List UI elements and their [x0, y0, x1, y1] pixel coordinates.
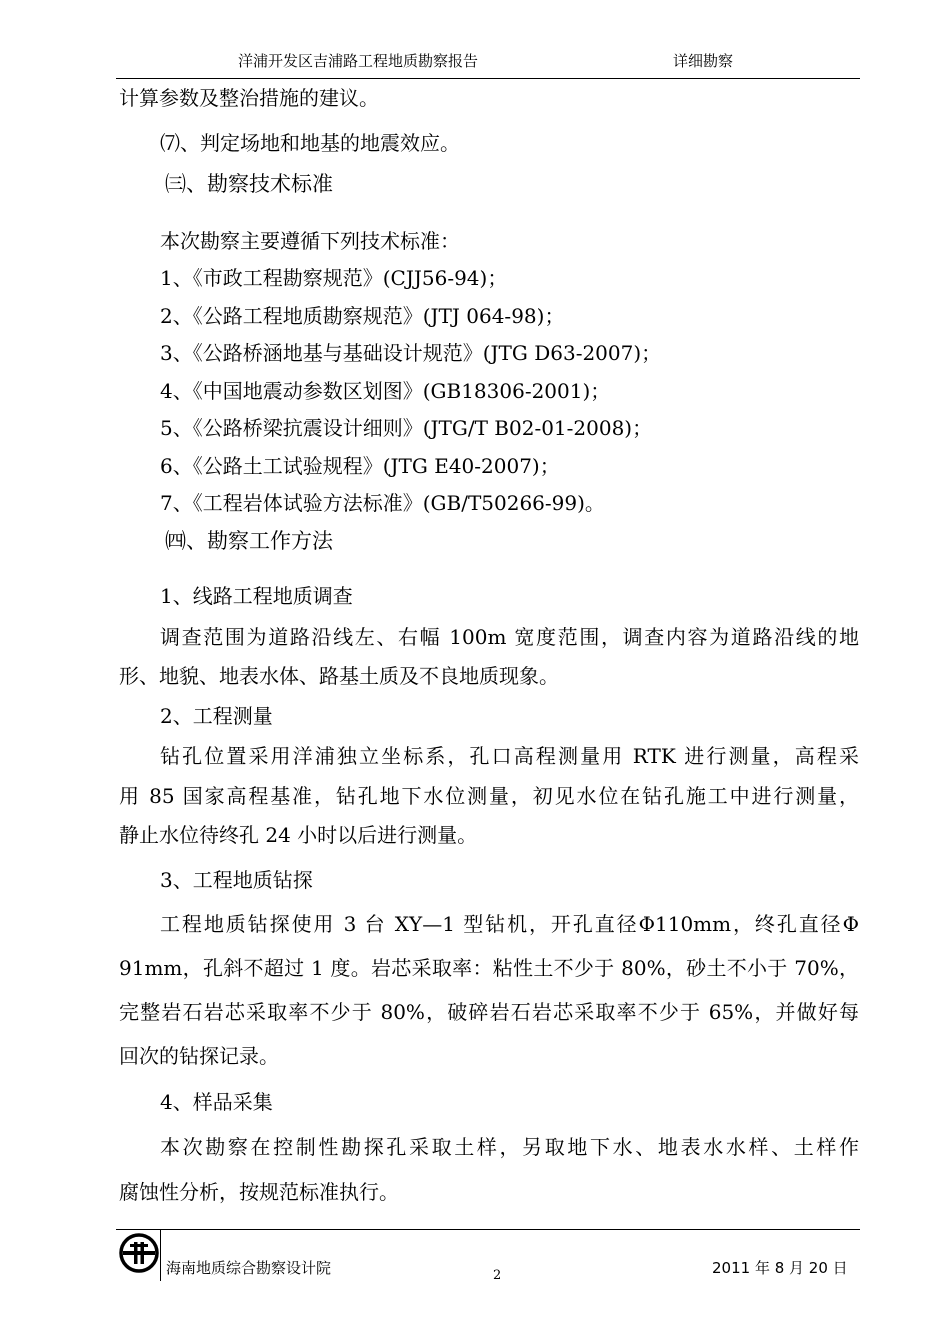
header-title: 洋浦开发区吉浦路工程地质勘察报告 — [238, 52, 479, 70]
standard-item: 4、《中国地震动参数区划图》(GB18306-2001)； — [160, 379, 611, 403]
subsection-title: 4、样品采集 — [160, 1090, 273, 1114]
standard-item: 1、《市政工程勘察规范》(CJJ56-94)； — [160, 266, 508, 290]
paragraph-line: 完整岩石岩芯采取率不少于 80%，破碎岩石岩芯采取率不少于 65%，并做好每 — [119, 1000, 859, 1024]
standards-intro: 本次勘察主要遵循下列技术标准： — [160, 229, 460, 253]
institute-logo-icon — [119, 1233, 159, 1273]
paragraph-line: 本次勘察在控制性勘探孔采取土样，另取地下水、地表水水样、土样作 — [160, 1135, 859, 1159]
footer-rule — [116, 1229, 860, 1230]
paragraph-line: 用 85 国家高程基准，钻孔地下水位测量，初见水位在钻孔施工中进行测量， — [119, 784, 859, 808]
paragraph-line: 回次的钻探记录。 — [119, 1044, 279, 1068]
footer-organization: 海南地质综合勘察设计院 — [166, 1259, 332, 1277]
paragraph-continuation: 计算参数及整治措施的建议。 — [119, 86, 379, 110]
subsection-title: 3、工程地质钻探 — [160, 868, 313, 892]
paragraph-line: 静止水位待终孔 24 小时以后进行测量。 — [119, 823, 478, 847]
footer-date: 2011 年 8 月 20 日 — [712, 1259, 848, 1277]
paragraph-line: 工程地质钻探使用 3 台 XY—1 型钻机，开孔直径Φ110mm，终孔直径Φ — [160, 912, 859, 936]
standard-item: 6、《公路土工试验规程》(JTG E40-2007)； — [160, 454, 560, 478]
header-rule — [116, 78, 860, 79]
standard-item: 7、《工程岩体试验方法标准》(GB/T50266-99)。 — [160, 491, 605, 515]
section-heading-methods: ㈣、勘察工作方法 — [165, 529, 333, 553]
paragraph-line: 钻孔位置采用洋浦独立坐标系，孔口高程测量用 RTK 进行测量，高程采 — [160, 744, 859, 768]
standard-item: 5、《公路桥梁抗震设计细则》(JTG/T B02-01-2008)； — [160, 416, 653, 440]
paragraph-line: 91mm，孔斜不超过 1 度。岩芯采取率：粘性土不少于 80%，砂土不小于 70%， — [119, 956, 859, 980]
paragraph-line: 调查范围为道路沿线左、右幅 100m 宽度范围，调查内容为道路沿线的地 — [160, 625, 859, 649]
standard-item: 3、《公路桥涵地基与基础设计规范》(JTG D63-2007)； — [160, 341, 662, 365]
section-heading-standards: ㈢、勘察技术标准 — [165, 172, 333, 196]
footer-divider — [160, 1229, 161, 1281]
standard-item: 2、《公路工程地质勘察规范》(JTJ 064-98)； — [160, 304, 565, 328]
subsection-title: 1、线路工程地质调查 — [160, 584, 353, 608]
page-number: 2 — [493, 1268, 502, 1283]
subsection-title: 2、工程测量 — [160, 704, 273, 728]
list-item-seismic: ⑺、判定场地和地基的地震效应。 — [160, 131, 460, 155]
header-section: 详细勘察 — [673, 52, 734, 70]
paragraph-line: 腐蚀性分析，按规范标准执行。 — [119, 1180, 399, 1204]
paragraph-line: 形、地貌、地表水体、路基土质及不良地质现象。 — [119, 664, 559, 688]
